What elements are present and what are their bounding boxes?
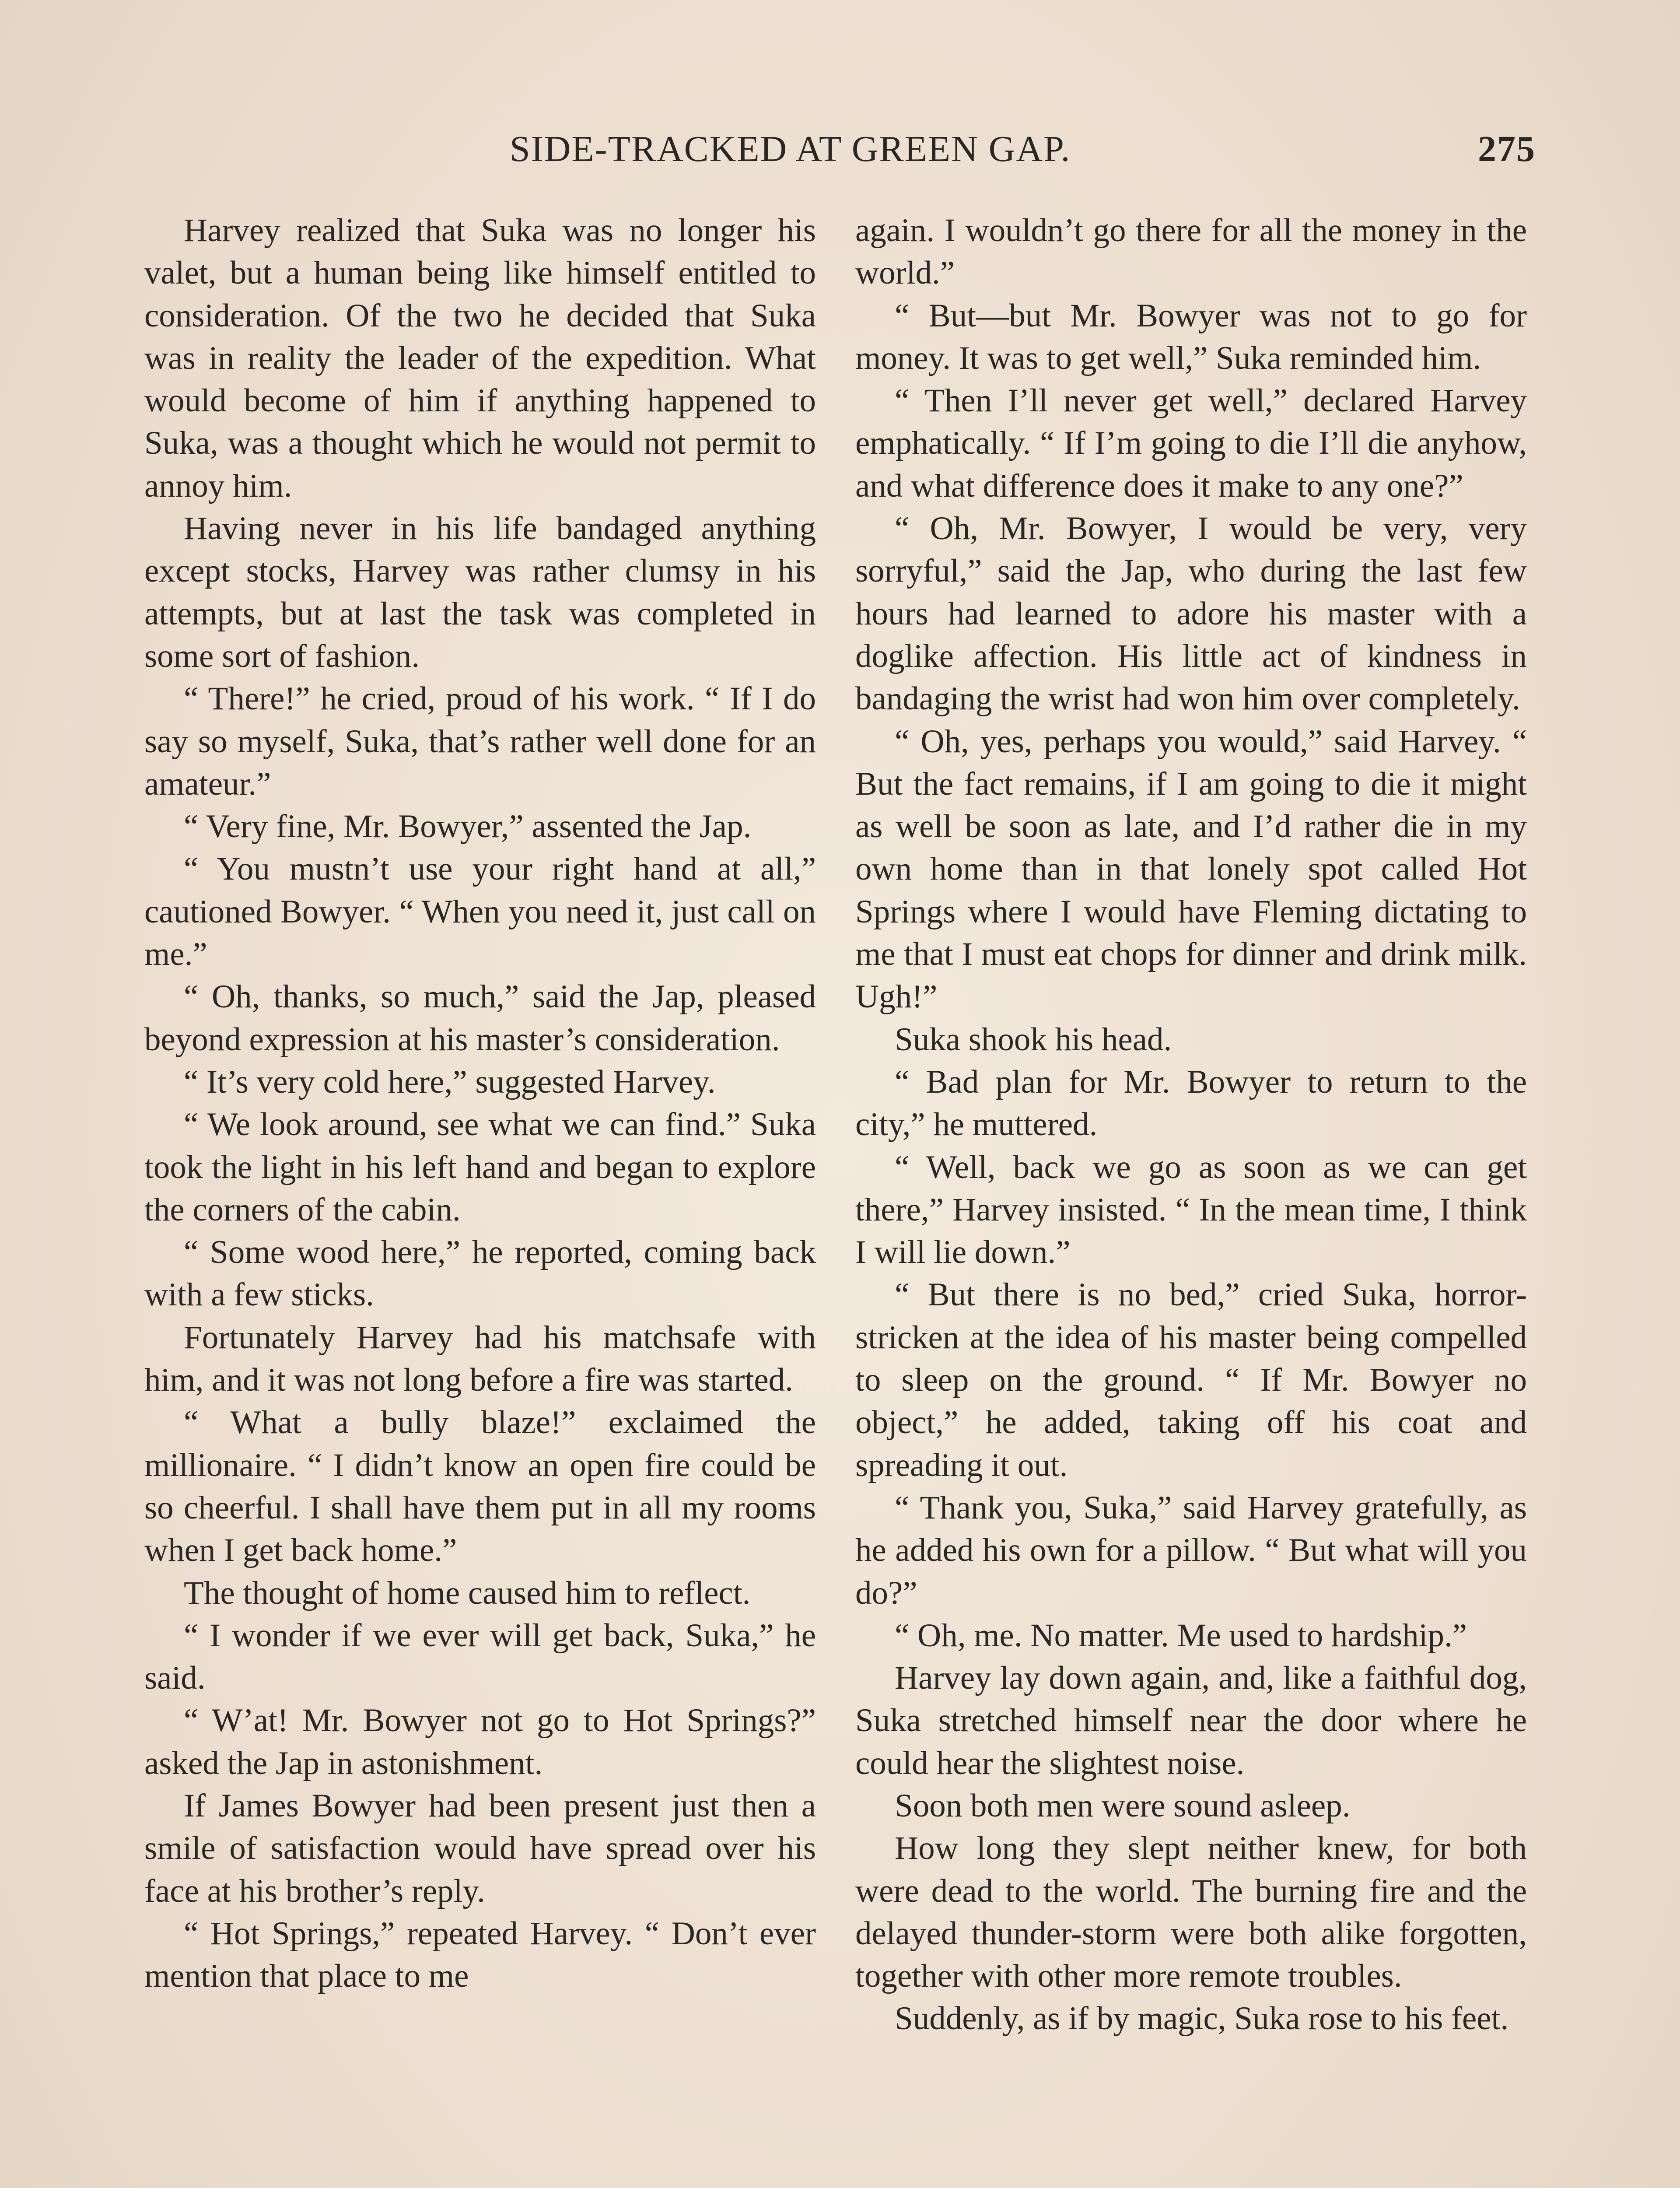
paragraph: How long they slept neither knew, for both were dead to the world. The burning fire and the delayed thunder-storm were both alike forgotten, together with other more remote troubles.: [855, 1830, 1527, 1995]
paragraph: The thought of home caused him to reflect.: [184, 1574, 751, 1611]
running-head: SIDE-TRACKED AT GREEN GAP.: [510, 129, 1071, 169]
paragraph: “ Oh, Mr. Bowyer, I would be very, very sorryful,” said the Jap, who during the last few hours had learned to adore his master with a doglike affection. His little act of kindness in bandaging the wrist had won him over completely.: [855, 510, 1527, 717]
paragraph: “ We look around, see what we can find.” Suka took the light in his left hand and began to explore the corners of the cabin.: [144, 1106, 816, 1228]
page-number: 275: [1478, 129, 1536, 169]
paragraph: “ Then I’ll never get well,” declared Harvey emphatically. “ If I’m going to die I’ll die anyhow, and what difference does it make to any one?”: [855, 382, 1527, 504]
paragraph: “ But—but Mr. Bowyer was not to go for money. It was to get well,” Suka reminded him.: [855, 297, 1527, 376]
left-column: [144, 209, 816, 1997]
paragraph: “ Well, back we go as soon as we can get there,” Harvey insisted. “ In the mean time, I think I will lie down.”: [855, 1149, 1527, 1271]
paragraph: Having never in his life bandaged anything except stocks, Harvey was rather clumsy in his attempts, but at last the task was completed in some sort of fashion.: [144, 510, 816, 674]
paragraph: Suddenly, as if by magic, Suka rose to his feet.: [895, 2000, 1509, 2037]
paragraph: Harvey lay down again, and, like a faithful dog, Suka stretched himself near the door where he could hear the slightest noise.: [855, 1660, 1527, 1781]
page-header: [144, 128, 1536, 180]
paragraph: “ Oh, me. No matter. Me used to hardship.”: [895, 1617, 1467, 1654]
paragraph: “ Oh, thanks, so much,” said the Jap, pleased beyond expression at his master’s consideration.: [144, 978, 816, 1058]
paragraph: “ What a bully blaze!” exclaimed the millionaire. “ I didn’t know an open fire could be so cheerful. I shall have them put in all my rooms when I get back home.”: [144, 1404, 816, 1569]
paragraph: “ I wonder if we ever will get back, Suka,” he said.: [144, 1617, 816, 1697]
paragraph: “ Thank you, Suka,” said Harvey gratefully, as he added his own for a pillow. “ But what will you do?”: [855, 1489, 1527, 1611]
paragraph: Harvey realized that Suka was no longer his valet, but a human being like himself entitled to consideration. Of the two he decided that Suka was in reality the leader of the expedition. What would become of him if anything happened to Suka, was a thought which he would not permit to annoy him.: [144, 212, 816, 504]
paragraph: Suka shook his head.: [895, 1021, 1172, 1058]
paragraph: “ Bad plan for Mr. Bowyer to return to the city,” he muttered.: [855, 1063, 1527, 1143]
paragraph: “ But there is no bed,” cried Suka, horror-stricken at the idea of his master being compelled to sleep on the ground. “ If Mr. Bowyer no object,” he added, taking off his coat and spreading it out.: [855, 1276, 1527, 1483]
paragraph: “ W’at! Mr. Bowyer not go to Hot Springs?” asked the Jap in astonishment.: [144, 1702, 816, 1781]
paragraph: “ You mustn’t use your right hand at all,” cautioned Bowyer. “ When you need it, just call on me.”: [144, 851, 816, 973]
paragraph: Soon both men were sound asleep.: [895, 1787, 1351, 1824]
paragraph: “ Very fine, Mr. Bowyer,” assented the Jap.: [184, 808, 752, 845]
paragraph: If James Bowyer had been present just then a smile of satisfaction would have spread over his face at his brother’s reply.: [144, 1787, 816, 1909]
paragraph: “ There!” he cried, proud of his work. “ If I do say so myself, Suka, that’s rather well done for an amateur.”: [144, 680, 816, 802]
paragraph: “ It’s very cold here,” suggested Harvey.: [184, 1063, 716, 1100]
paragraph: “ Some wood here,” he reported, coming back with a few sticks.: [144, 1234, 816, 1313]
paragraph: “ Hot Springs,” repeated Harvey. “ Don’t ever mention that place to me: [144, 1915, 816, 1995]
right-column: [855, 209, 1527, 2040]
paragraph-continuation: again. I wouldn’t go there for all the money in the world.”: [855, 212, 1527, 291]
paragraph: Fortunately Harvey had his matchsafe with him, and it was not long before a fire was started.: [144, 1319, 816, 1399]
paragraph: “ Oh, yes, perhaps you would,” said Harvey. “ But the fact remains, if I am going to die it might as well be soon as late, and I’d rather die in my own home than in that lonely spot called Hot Springs where I would have Fleming dictating to me that I must eat chops for dinner and drink milk. Ugh!”: [855, 723, 1527, 1015]
